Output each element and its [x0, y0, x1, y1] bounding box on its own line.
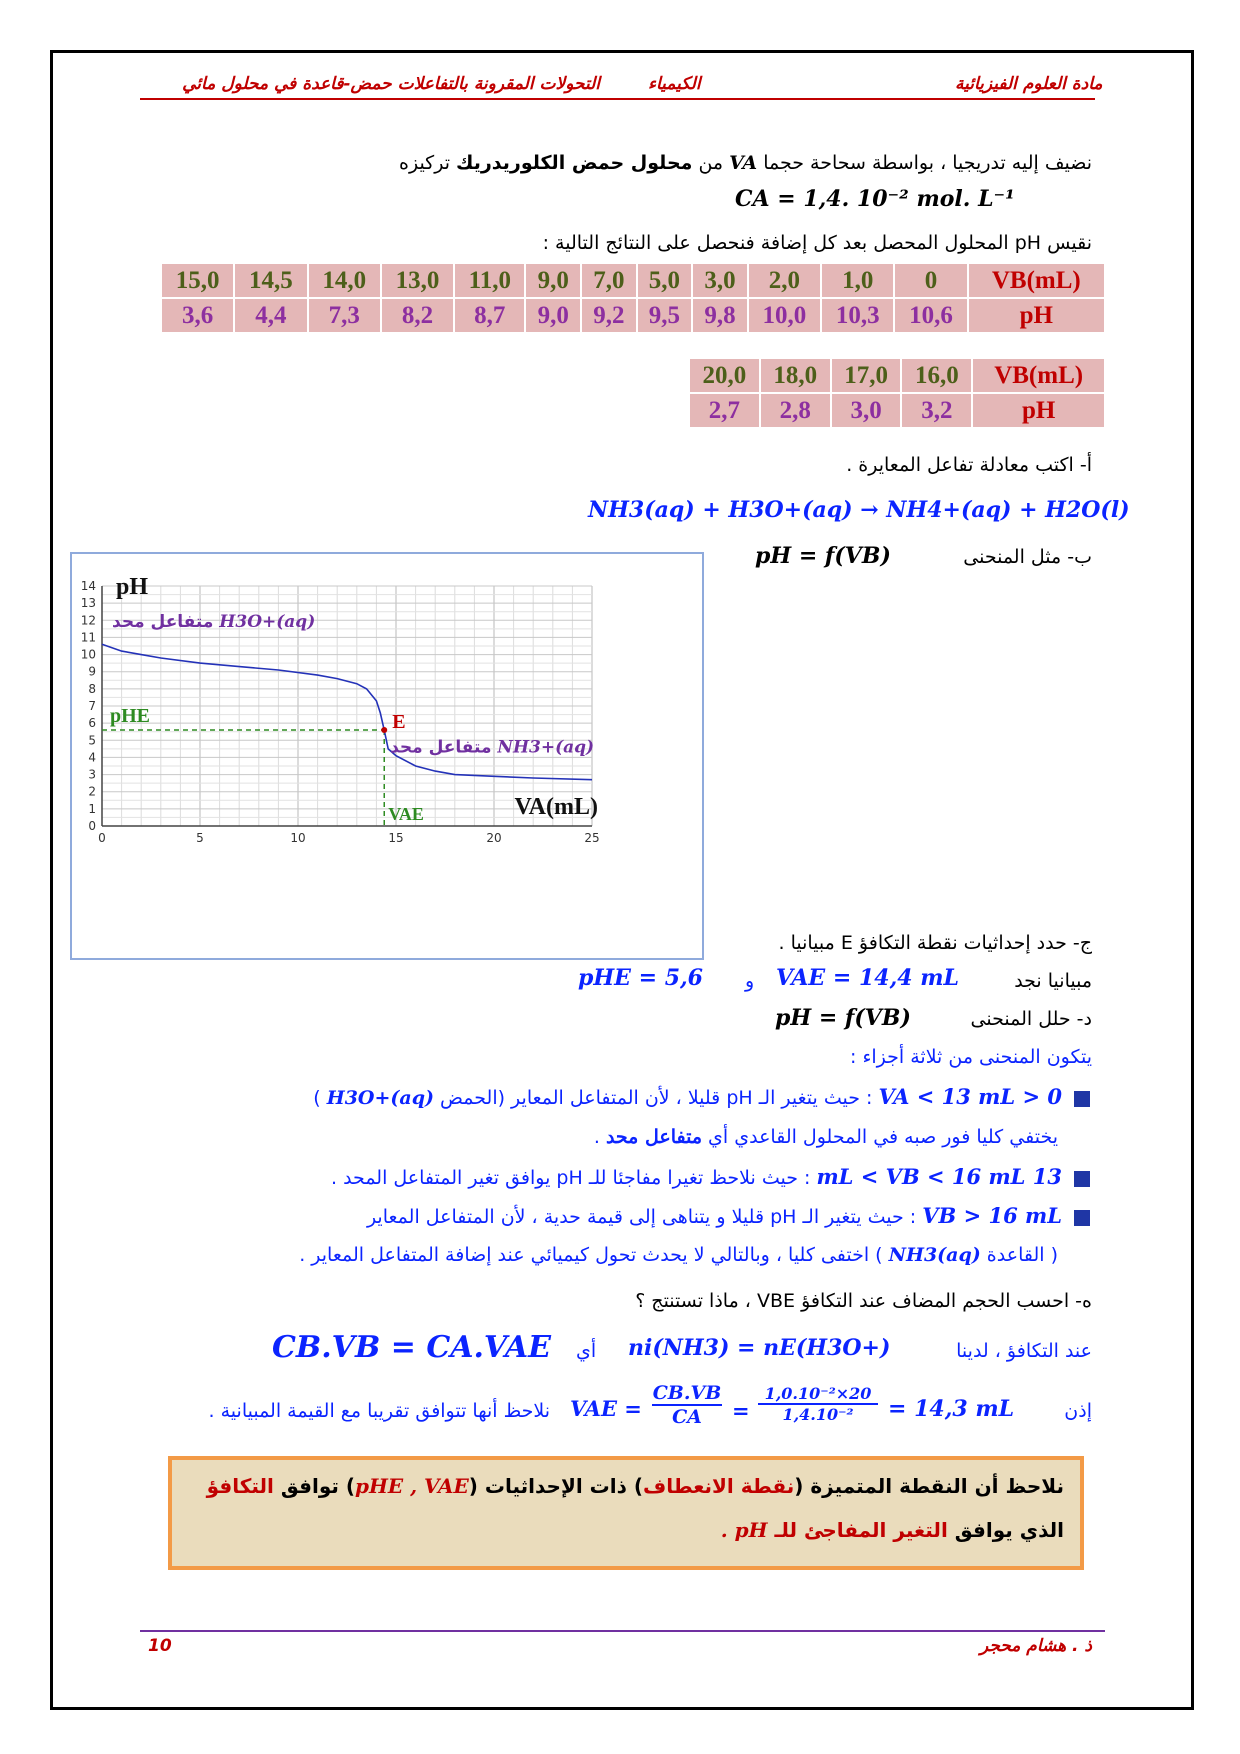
- y-tick-label: 1: [88, 801, 96, 816]
- equals-sign: =: [732, 1398, 750, 1423]
- question-b-formula: pH = f(VB): [755, 543, 891, 569]
- x-tick-label: 5: [196, 831, 204, 845]
- header-divider: [140, 98, 1095, 100]
- x-tick-label: 25: [584, 831, 600, 845]
- equivalence-point: [381, 727, 387, 733]
- note-box: [168, 1456, 1084, 1570]
- ph-cell: 9,0: [525, 298, 581, 333]
- ph-cell: 9,5: [637, 298, 693, 333]
- fraction-1: CB.VB CA: [652, 1382, 722, 1428]
- ph-label: pH: [972, 393, 1105, 428]
- results-table-2: [688, 357, 1106, 429]
- ph-cell: 3,2: [901, 393, 972, 428]
- ca-value: CA = 1,4. 10⁻² mol. L⁻¹: [735, 186, 1015, 212]
- y-tick-label: 4: [88, 750, 96, 765]
- question-d-formula: pH = f(VB): [775, 1005, 911, 1031]
- equivalence-label: E: [392, 711, 406, 733]
- vb-cell: 5,0: [637, 263, 693, 298]
- vb-cell: 2,0: [748, 263, 821, 298]
- vb-label: VB(mL): [968, 263, 1105, 298]
- y-tick-label: 10: [80, 647, 96, 662]
- vae-label: VAE: [388, 804, 424, 824]
- vb-cell: 17,0: [831, 358, 902, 393]
- vb-cell: 11,0: [454, 263, 525, 298]
- y-tick-label: 14: [80, 579, 96, 593]
- equivalence-relation: CB.VB = CA.VAE: [272, 1330, 552, 1365]
- vb-cell: 3,0: [692, 263, 748, 298]
- vae-answer: VAE = 14,4 mL: [776, 965, 959, 991]
- y-tick-label: 13: [80, 596, 96, 611]
- ph-cell: 3,6: [161, 298, 234, 333]
- y-axis-label: pH: [116, 574, 149, 600]
- ph-cell: 8,7: [454, 298, 525, 333]
- vb-cell: 7,0: [581, 263, 637, 298]
- vb-cell: 15,0: [161, 263, 234, 298]
- y-tick-label: 9: [88, 664, 96, 679]
- titration-equation: NH3(aq) + H3O+(aq) → NH4+(aq) + H2O(l): [588, 497, 1130, 523]
- x-tick-label: 15: [388, 831, 404, 845]
- y-tick-label: 12: [80, 613, 96, 628]
- header-subject: مادة العلوم الفيزيائية: [955, 74, 1103, 94]
- x-axis-label: VA(mL): [514, 794, 598, 820]
- vb-label: VB(mL): [972, 358, 1105, 393]
- bullet-icon: [1074, 1091, 1090, 1107]
- ph-cell: 3,0: [831, 393, 902, 428]
- ph-cell: 8,2: [381, 298, 454, 333]
- curve-part-1: 0 < VA < 13 mL : حيث يتغير الـ pH قليلا ، لأن المتفاعل المعاير (الحمض H3O+(aq) ): [120, 1084, 1090, 1111]
- vae-lhs: VAE =: [570, 1396, 642, 1421]
- curve-part-2: 13 mL < VB < 16 mL : حيث نلاحظ تغيرا مفاجئا للـ pH يوافق تغير المتفاعل المحد .: [120, 1164, 1090, 1191]
- titration-curve: [102, 644, 595, 779]
- vb-cell: 13,0: [381, 263, 454, 298]
- bullet-icon: [1074, 1210, 1090, 1226]
- x-tick-label: 10: [290, 831, 306, 845]
- x-tick-label: 0: [98, 831, 106, 845]
- moles-relation: ni(NH3) = nE(H3O+): [628, 1335, 891, 1361]
- y-tick-label: 5: [88, 733, 96, 748]
- idhan-word: إذن: [1064, 1400, 1092, 1422]
- vb-cell: 14,5: [234, 263, 307, 298]
- curve-part-3-line2: ( القاعدة NH3(aq) ) اختفى كليا ، وبالتالي لا يحدث تحول كيميائي عند إضافة المتفاعل المعاير .: [299, 1244, 1058, 1266]
- question-b: ب- مثل المنحنى: [963, 546, 1092, 568]
- vb-cell: 14,0: [308, 263, 381, 298]
- footer-author: ذ . هشام محجر: [979, 1636, 1092, 1656]
- ph-cell: 10,6: [894, 298, 967, 333]
- x-tick-label: 20: [486, 831, 502, 845]
- vb-cell: 1,0: [821, 263, 894, 298]
- results-table-1: [160, 262, 1106, 334]
- y-tick-label: 6: [88, 716, 96, 731]
- upper-annotation: متفاعل محد H3O+(aq): [112, 612, 316, 633]
- question-c-prefix: مبيانيا نجد: [1014, 970, 1092, 992]
- ph-cell: 2,8: [760, 393, 831, 428]
- ph-cell: 9,8: [692, 298, 748, 333]
- y-tick-label: 3: [88, 767, 96, 782]
- y-tick-label: 11: [80, 630, 96, 645]
- ph-cell: 7,3: [308, 298, 381, 333]
- footer-divider: [140, 1630, 1105, 1632]
- y-tick-label: 7: [88, 699, 96, 713]
- ph-cell: 2,7: [689, 393, 760, 428]
- vb-cell: 9,0: [525, 263, 581, 298]
- ph-cell: 10,0: [748, 298, 821, 333]
- ay-word: أي: [576, 1340, 597, 1362]
- note-line-1: نلاحظ أن النقطة المتميزة (نقطة الانعطاف) ذات الإحداثيات (pHE , VAE) توافق التكافؤ: [206, 1474, 1064, 1498]
- conclusion: نلاحظ أنها تتوافق تقريبا مع القيمة المبيانية .: [208, 1400, 550, 1422]
- page-number: 10: [148, 1636, 172, 1656]
- curve-part-3: VB > 16 mL : حيث يتغير الـ pH قليلا و يتناهى إلى قيمة حدية ، لأن المتفاعل المعاير: [120, 1203, 1090, 1230]
- vb-cell: 18,0: [760, 358, 831, 393]
- titration-chart: [70, 552, 704, 960]
- vb-cell: 16,0: [901, 358, 972, 393]
- ph-label: pH: [968, 298, 1105, 333]
- header-chemistry: الكيمياء: [648, 74, 701, 94]
- vb-cell: 20,0: [689, 358, 760, 393]
- question-e: ه- احسب الحجم المضاف عند التكافؤ VBE ، ماذا تستنتج ؟: [635, 1290, 1092, 1312]
- and-word: و: [745, 970, 755, 992]
- ph-cell: 10,3: [821, 298, 894, 333]
- intro-line1: نضيف إليه تدريجيا ، بواسطة سحاحة حجما VA من محلول حمض الكلوريدريك تركيزه: [399, 152, 1092, 174]
- question-c: ج- حدد إحداثيات نقطة التكافؤ E مبيانيا .: [778, 932, 1092, 954]
- y-tick-label: 2: [88, 784, 96, 799]
- vb-cell: 0: [894, 263, 967, 298]
- header-topic: التحولات المقرونة بالتفاعلات حمض-قاعدة في محلول مائي: [182, 74, 600, 94]
- phe-label: pHE: [110, 705, 151, 727]
- question-a: أ- اكتب معادلة تفاعل المعايرة .: [846, 454, 1092, 476]
- at-equivalence: عند التكافؤ ، لدينا: [956, 1340, 1092, 1362]
- curve-part-1-line2: يختفي كليا فور صبه في المحلول القاعدي أي متفاعل محد .: [593, 1126, 1058, 1148]
- y-tick-label: 8: [88, 681, 96, 696]
- note-line-2: الذي يوافق التغير المفاجئ للـ pH .: [720, 1518, 1064, 1542]
- vae-result: = 14,3 mL: [888, 1396, 1015, 1422]
- y-tick-label: 0: [88, 819, 96, 833]
- bullet-icon: [1074, 1171, 1090, 1187]
- lower-annotation: متفاعل محد NH3+(aq): [390, 737, 595, 758]
- curve-parts-intro: يتكون المنحنى من ثلاثة أجزاء :: [850, 1046, 1092, 1068]
- phe-answer: pHE = 5,6: [578, 965, 703, 991]
- titration-chart-svg: [72, 554, 702, 958]
- question-d: د- حلل المنحنى: [970, 1008, 1092, 1030]
- ph-cell: 9,2: [581, 298, 637, 333]
- intro-line3: نقيس pH المحلول المحصل بعد كل إضافة فنحصل على النتائج التالية :: [542, 232, 1092, 254]
- ph-cell: 4,4: [234, 298, 307, 333]
- fraction-2: 1,0.10⁻²×20 1,4.10⁻²: [758, 1384, 878, 1424]
